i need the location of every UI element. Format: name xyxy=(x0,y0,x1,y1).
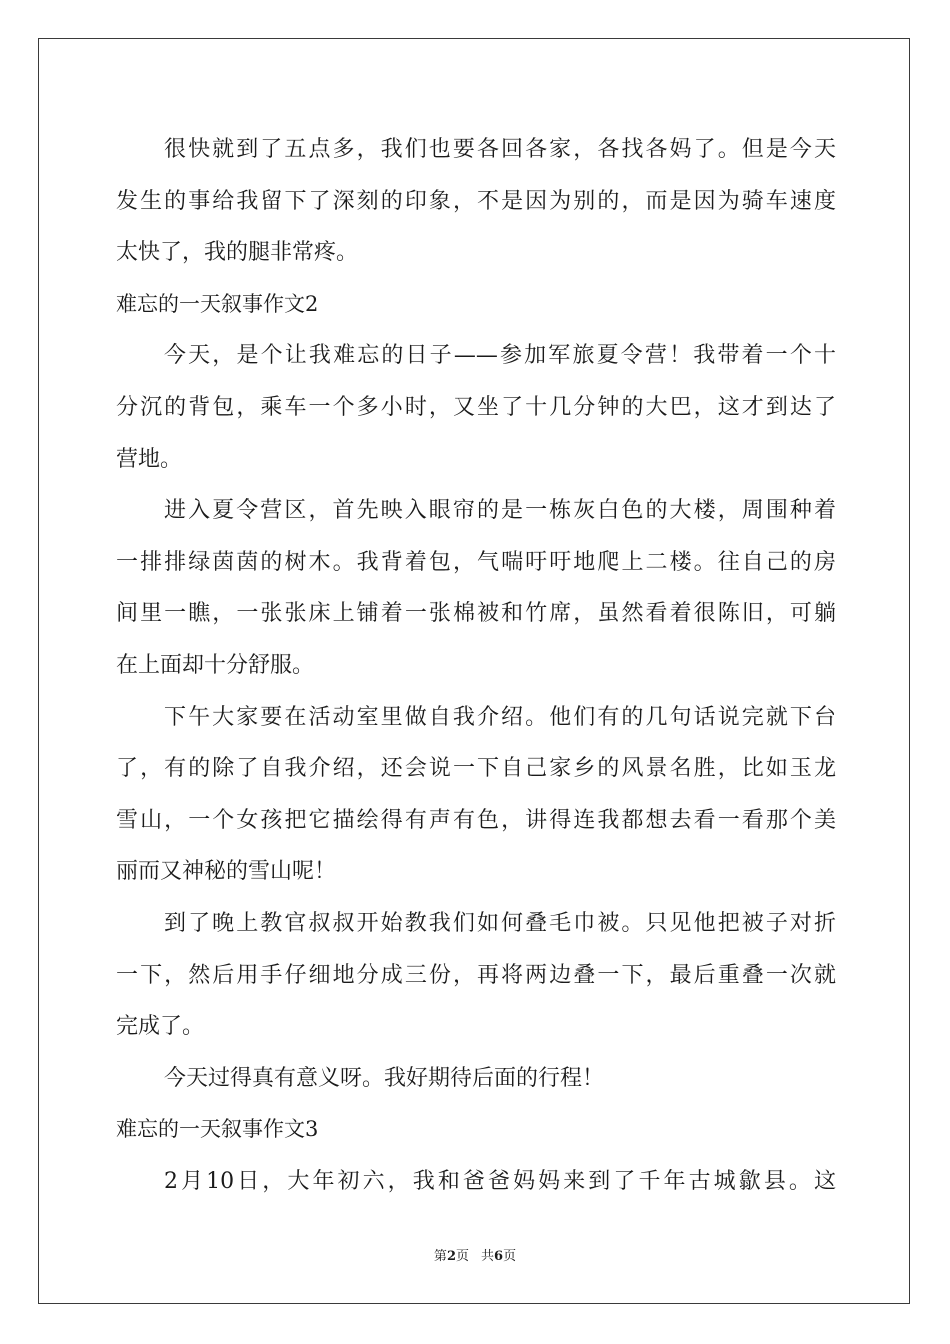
page-footer xyxy=(0,1245,950,1264)
text-line: 到了晚上教官叔叔开始教我们如何叠毛巾被。只见他把被子对折 xyxy=(164,910,836,936)
text-line: 间里一瞧，一张张床上铺着一张棉被和竹席，虽然看着很陈旧，可躺 xyxy=(116,601,836,627)
text-line: 了，有的除了自我介绍，还会说一下自己家乡的风景名胜，比如玉龙 xyxy=(116,756,836,782)
text-line: 进入夏令营区，首先映入眼帘的是一栋灰白色的大楼，周围种着 xyxy=(164,498,836,524)
text-line: 今天，是个让我难忘的日子——参加军旅夏令营！我带着一个十 xyxy=(164,343,836,369)
section-heading: 难忘的一天叙事作文2 xyxy=(116,291,319,316)
page-total: 共6页 xyxy=(481,1249,517,1264)
text-line: 今天过得真有意义呀。我好期待后面的行程！ xyxy=(164,1065,605,1091)
text-line: 下午大家要在活动室里做自我介绍。他们有的几句话说完就下台 xyxy=(164,704,836,730)
text-line: 在上面却十分舒服。 xyxy=(116,652,315,678)
text-line: 发生的事给我留下了深刻的印象，不是因为别的，而是因为骑车速度 xyxy=(116,188,836,214)
text-line: 分沉的背包，乘车一个多小时，又坐了十几分钟的大巴，这才到达了 xyxy=(116,394,836,420)
section-heading: 难忘的一天叙事作文3 xyxy=(116,1117,319,1142)
text-line: 完成了。 xyxy=(116,1014,205,1040)
text-line: 营地。 xyxy=(116,446,183,472)
text-line: 丽而又神秘的雪山呢！ xyxy=(116,859,337,885)
text-line: 一排排绿茵茵的树木。我背着包，气喘吁吁地爬上二楼。往自己的房 xyxy=(116,549,836,575)
text-line: 一下，然后用手仔细地分成三份，再将两边叠一下，最后重叠一次就 xyxy=(116,962,836,988)
text-line: 很快就到了五点多，我们也要各回各家，各找各妈了。但是今天 xyxy=(164,137,836,162)
document-body xyxy=(116,124,836,1207)
text-line: 雪山，一个女孩把它描绘得有声有色，讲得连我都想去看一看那个美 xyxy=(116,807,836,833)
page-number: 第2页 xyxy=(433,1249,469,1264)
text-line: 太快了，我的腿非常疼。 xyxy=(116,240,359,266)
text-line: 2月10日，大年初六，我和爸爸妈妈来到了千年古城歙县。这 xyxy=(164,1168,836,1194)
